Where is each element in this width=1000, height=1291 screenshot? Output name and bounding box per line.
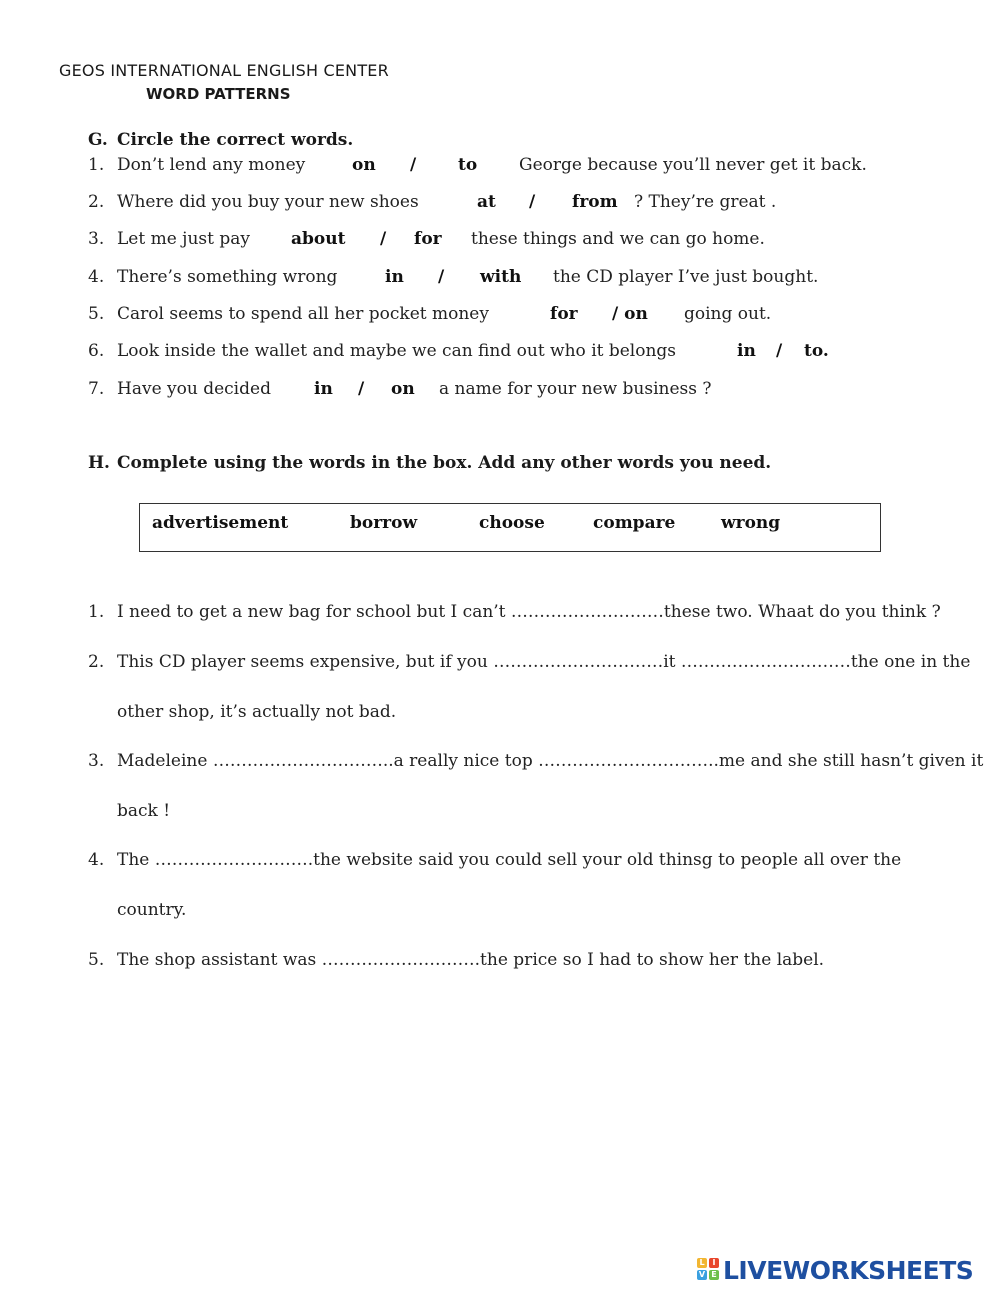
- section-g-letter: G.: [88, 130, 108, 150]
- option-1[interactable]: at: [477, 192, 496, 212]
- liveworksheets-logo: [697, 1255, 973, 1285]
- question-number: 2.: [88, 652, 105, 672]
- question-text-end: these things and we can go home.: [471, 229, 765, 249]
- question-number: 3.: [88, 229, 105, 249]
- question-text[interactable]: The shop assistant was ……………………….the price so I had to show her the label.: [117, 950, 825, 970]
- question-number: 1.: [88, 155, 105, 175]
- question-text: Where did you buy your new shoes: [117, 192, 419, 212]
- liveworksheets-logo-text: LIVEWORKSHEETS: [723, 1255, 974, 1285]
- question-number: 1.: [88, 602, 105, 622]
- option-2[interactable]: / on: [612, 304, 648, 324]
- box-word-choose: choose: [479, 513, 545, 533]
- question-text-end: going out.: [684, 304, 772, 324]
- section-h-title: [88, 453, 771, 473]
- question-number: 2.: [88, 192, 105, 212]
- question-number: 6.: [88, 341, 105, 361]
- question-text-continued: back !: [117, 801, 171, 821]
- option-separator: /: [410, 155, 417, 175]
- question-number: 5.: [88, 304, 105, 324]
- liveworksheets-logo-icon: [697, 1258, 721, 1282]
- box-word-compare: compare: [593, 513, 676, 533]
- question-text-continued: other shop, it’s actually not bad.: [117, 702, 397, 722]
- question-text-end: the CD player I’ve just bought.: [553, 267, 819, 287]
- organization-name: GEOS INTERNATIONAL ENGLISH CENTER: [59, 61, 389, 80]
- option-1[interactable]: for: [550, 304, 578, 324]
- option-2[interactable]: to.: [804, 341, 829, 361]
- option-1[interactable]: in: [385, 267, 404, 287]
- question-text[interactable]: I need to get a new bag for school but I can’t ………………………these two. Whaat do you think ?: [117, 602, 941, 622]
- option-2[interactable]: on: [391, 379, 415, 399]
- option-separator: /: [358, 379, 365, 399]
- section-h-instruction: Complete using the words in the box. Add any other words you need.: [117, 453, 772, 473]
- option-2[interactable]: with: [480, 267, 522, 287]
- question-number: 3.: [88, 751, 105, 771]
- question-text-end: George because you’ll never get it back.: [519, 155, 867, 175]
- option-separator: /: [776, 341, 783, 361]
- question-text: Carol seems to spend all her pocket money: [117, 304, 489, 324]
- question-text: There’s something wrong: [117, 267, 338, 287]
- question-number: 5.: [88, 950, 105, 970]
- option-1[interactable]: in: [737, 341, 756, 361]
- logo-tile-v: V: [698, 1270, 706, 1279]
- section-g-instruction: Circle the correct words.: [117, 130, 354, 150]
- option-1[interactable]: on: [352, 155, 376, 175]
- option-separator: /: [438, 267, 445, 287]
- logo-tile-l: L: [697, 1258, 707, 1268]
- box-word-wrong: wrong: [721, 513, 781, 533]
- question-text: Look inside the wallet and maybe we can find out who it belongs: [117, 341, 677, 361]
- option-2[interactable]: to: [458, 155, 478, 175]
- option-separator: /: [529, 192, 536, 212]
- question-text-end: ? They’re great .: [634, 192, 777, 212]
- box-word-borrow: borrow: [350, 513, 418, 533]
- question-text[interactable]: The ……………………….the website said you could sell your old thinsg to people all over the: [117, 850, 902, 870]
- logo-tile-i: I: [709, 1258, 719, 1268]
- logo-tile-e: E: [709, 1270, 719, 1280]
- question-text[interactable]: Madeleine …………………………..a really nice top …………………………..me and she still hasn’t given it: [117, 751, 984, 771]
- option-separator: /: [380, 229, 387, 249]
- word-box: [139, 503, 881, 552]
- box-word-advertisement: advertisement: [152, 513, 289, 533]
- option-2[interactable]: for: [414, 229, 442, 249]
- worksheet-subtitle: WORD PATTERNS: [146, 85, 291, 103]
- question-text-continued: country.: [117, 900, 187, 920]
- question-number: 4.: [88, 850, 105, 870]
- question-number: 7.: [88, 379, 105, 399]
- question-text-end: a name for your new business ?: [439, 379, 712, 399]
- option-1[interactable]: in: [314, 379, 333, 399]
- question-text: Don’t lend any money: [117, 155, 306, 175]
- question-text: Have you decided: [117, 379, 271, 399]
- option-1[interactable]: about: [291, 229, 346, 249]
- option-2[interactable]: from: [572, 192, 618, 212]
- question-text: Let me just pay: [117, 229, 250, 249]
- section-h-letter: H.: [88, 453, 110, 473]
- section-g-title: [88, 130, 353, 150]
- question-number: 4.: [88, 267, 105, 287]
- question-text[interactable]: This CD player seems expensive, but if you …………………………it …………………………the one in the: [117, 652, 971, 672]
